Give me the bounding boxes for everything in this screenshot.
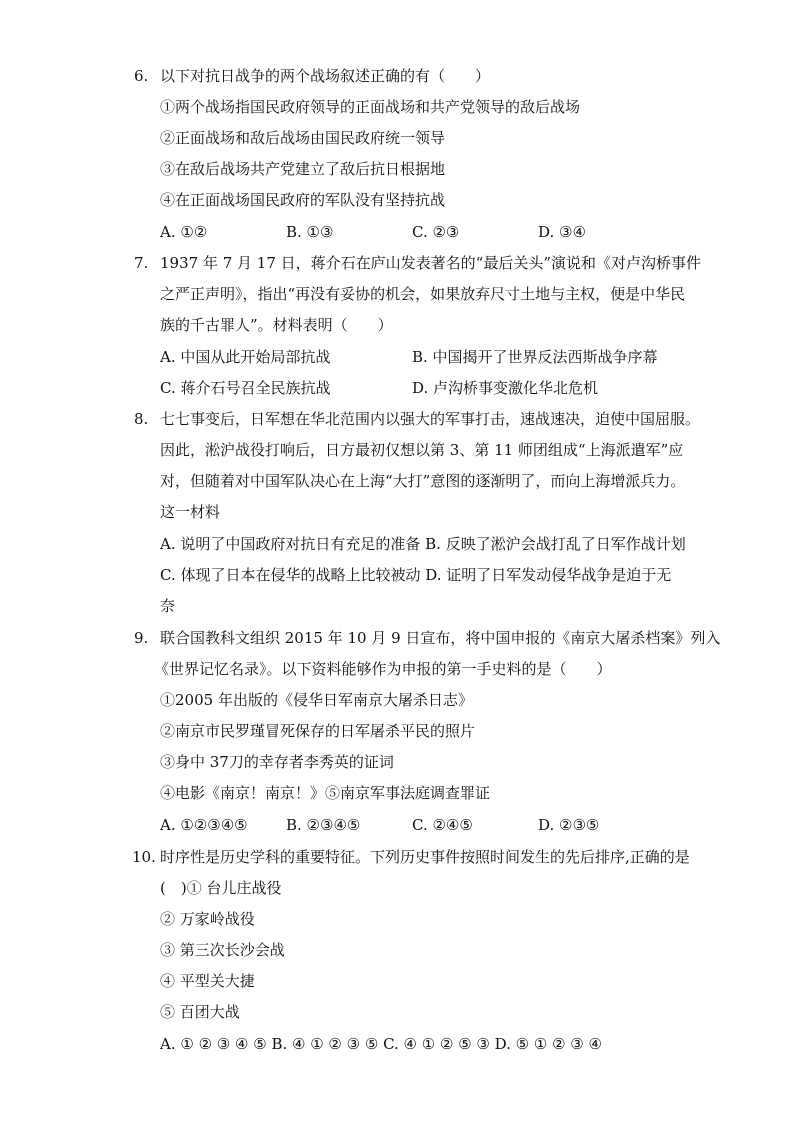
question-stem: 联合国教科文组织 2015 年 10 月 9 日宣布，将中国申报的《南京大屠杀档案》列入 [160, 629, 721, 647]
answer-option: D. ③④ [538, 223, 586, 241]
question-stem: 时序性是历史学科的重要特征。下列历史事件按照时间发生的先后排序,正确的是 [160, 848, 690, 866]
question-stem: ( )① 台儿庄战役 [160, 879, 282, 897]
answer-option: C. 蒋介石号召全民族抗战 [160, 379, 331, 397]
statement-item: ④在正面战场国民政府的军队没有坚持抗战 [160, 191, 446, 209]
question-stem: 1937 年 7 月 17 日，蒋介石在庐山发表著名的“最后关头”演说和《对卢沟桥事件 [160, 254, 701, 272]
statement-item: ② 万家岭战役 [160, 910, 255, 928]
answer-option: D. ②③⑤ [538, 816, 600, 834]
statement-item: ⑤ 百团大战 [160, 1003, 240, 1021]
answer-option: C. ②③ [412, 223, 460, 241]
question-stem: 之严正声明》，指出“再没有妥协的机会，如果放弃尺寸土地与主权，便是中华民 [160, 285, 686, 303]
question-number: 10. [132, 848, 156, 866]
question-stem: 以下对抗日战争的两个战场叙述正确的有（ ） [160, 67, 491, 85]
answer-option: B. ①③ [286, 223, 334, 241]
answer-option: D. 卢沟桥事变激化华北危机 [412, 379, 599, 397]
question-stem: 对，但随着对中国军队决心在上海“大打”意图的逐渐明了，而向上海增派兵力。 [160, 472, 686, 490]
statement-item: ③身中 37刀的幸存者李秀英的证词 [160, 753, 394, 771]
statement-item: ④电影《南京！南京！》⑤南京军事法庭调查罪证 [160, 784, 491, 802]
answer-option: A. ① ② ③ ④ ⑤ B. ④ ① ② ③ ⑤ C. ④ ① ② ⑤ ③ D. ⑤ ① ② ③ ④ [160, 1035, 602, 1053]
answer-option: B. ②③④⑤ [286, 816, 361, 834]
statement-item: ①2005 年出版的《侵华日军南京大屠杀日志》 [160, 691, 473, 709]
answer-option: C. ②④⑤ [412, 816, 473, 834]
answer-option: A. ①②③④⑤ [160, 816, 248, 834]
statement-item: ③在敌后战场共产党建立了敌后抗日根据地 [160, 160, 446, 178]
statement-item: ③ 第三次长沙会战 [160, 941, 285, 959]
answer-option: A. ①② [160, 223, 208, 241]
statement-item: ①两个战场指国民政府领导的正面战场和共产党领导的敌后战场 [160, 98, 581, 116]
answer-option: A. 中国从此开始局部抗战 [160, 348, 331, 366]
question-number: 6. [134, 67, 149, 85]
question-stem: 《世界记忆名录》。以下资料能够作为申报的第一手史料的是（ ） [154, 660, 612, 678]
question-number: 8. [134, 410, 149, 428]
statement-item: ②南京市民罗瑾冒死保存的日军屠杀平民的照片 [160, 722, 476, 740]
question-stem: 七七事变后，日军想在华北范围内以强大的军事打击，速战速决，迫使中国屈服。 [160, 410, 701, 428]
answer-option: 奈 [160, 597, 176, 615]
question-stem: 族的千古罪人”。材料表明（ ） [160, 316, 393, 334]
question-number: 9. [134, 629, 149, 647]
statement-item: ④ 平型关大捷 [160, 972, 255, 990]
question-stem: 这一材料 [160, 503, 221, 521]
answer-option: B. 中国揭开了世界反法西斯战争序幕 [412, 348, 658, 366]
question-stem: 因此，淞沪战役打响后，日方最初仅想以第 3、第 11 师团组成“上海派遣军”应 [160, 441, 684, 459]
statement-item: ②正面战场和敌后战场由国民政府统一领导 [160, 129, 446, 147]
answer-option: A. 说明了中国政府对抗日有充足的准备 B. 反映了淞沪会战打乱了日军作战计划 [160, 535, 686, 553]
question-number: 7. [134, 254, 149, 272]
answer-option: C. 体现了日本在侵华的战略上比较被动 D. 证明了日军发动侵华战争是迫于无 [160, 566, 672, 584]
